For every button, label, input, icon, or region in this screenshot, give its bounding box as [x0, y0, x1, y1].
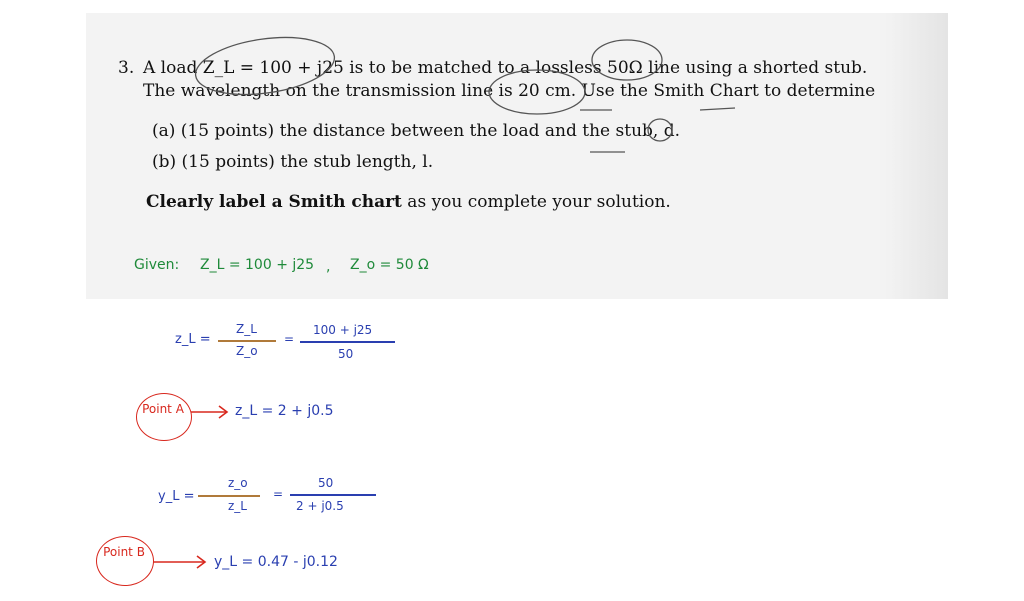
problem-line-2: The wavelength on the transmission line is 20 cm. Use the Smith Chart to determine [143, 81, 876, 101]
zl-numerator-2: 100 + j25 [313, 323, 373, 337]
point-a-label: Point A [142, 402, 184, 416]
yl-numerator: z_o [228, 476, 248, 490]
problem-line-1: A load Z_L = 100 + j25 is to be matched to a lossless 50Ω line using a shorted stub. [143, 58, 868, 78]
yl-numerator-2: 50 [318, 476, 334, 490]
zl-result: z_L = 2 + j0.5 [235, 403, 334, 419]
yl-denominator: z_L [228, 499, 247, 513]
problem-part-b: (b) (15 points) the stub length, l. [152, 152, 434, 172]
point-b-label: Point B [103, 545, 145, 559]
zl-numerator: Z_L [236, 322, 257, 336]
zl-denominator-2: 50 [338, 347, 354, 361]
zl-equals: = [284, 332, 295, 346]
given-zo: Z_o = 50 Ω [350, 257, 429, 273]
instruction-bold: Clearly label a Smith chart [146, 192, 402, 212]
problem-number: 3. [118, 58, 135, 78]
given-label: Given: [134, 257, 180, 273]
problem-part-a: (a) (15 points) the distance between the load and the stub, d. [152, 121, 680, 141]
yl-lhs: y_L = [158, 489, 195, 504]
zl-denominator: Z_o [236, 344, 258, 358]
given-separator: , [326, 259, 331, 275]
yl-denominator-2: 2 + j0.5 [296, 499, 344, 513]
yl-result: y_L = 0.47 - j0.12 [214, 554, 338, 570]
zl-lhs: z_L = [175, 332, 211, 347]
given-zl: Z_L = 100 + j25 [200, 257, 315, 273]
yl-equals: = [273, 487, 284, 501]
instruction-rest: as you complete your solution. [401, 192, 671, 212]
